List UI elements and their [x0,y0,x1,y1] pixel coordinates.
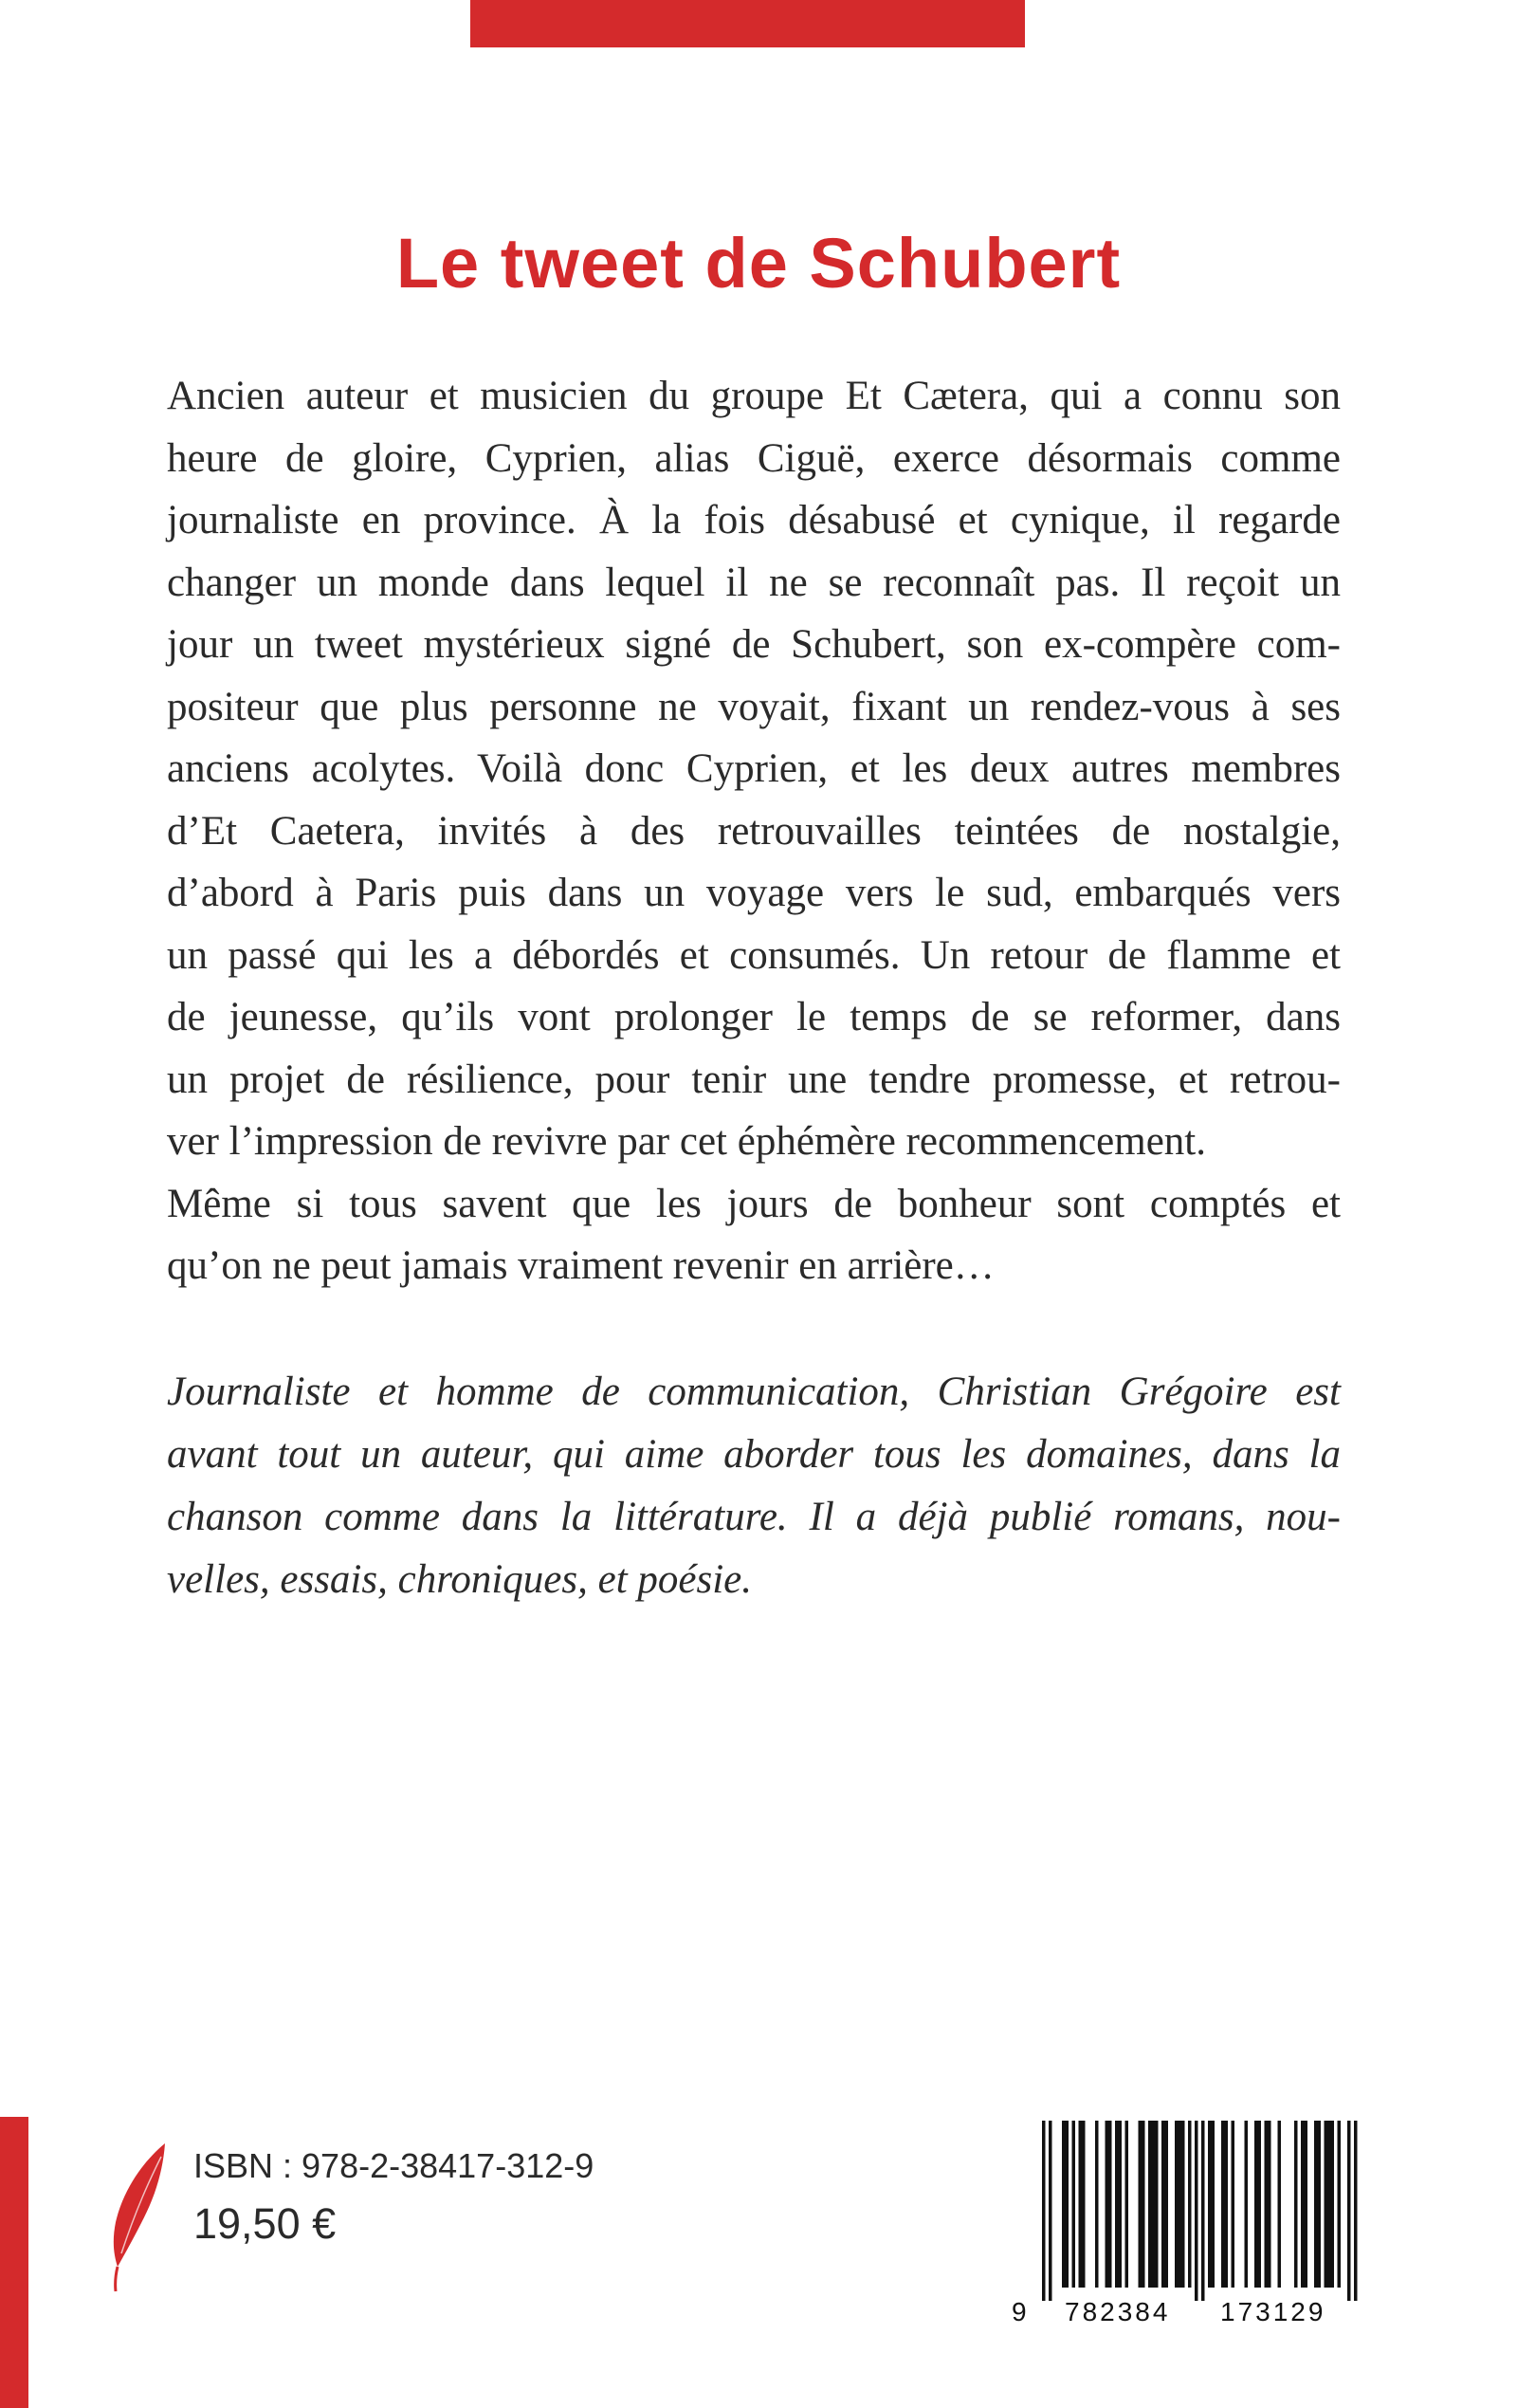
red-feather-icon [106,2141,192,2293]
isbn-text: ISBN : 978-2-38417-312-9 [193,2146,594,2185]
barcode-bar [1225,2121,1229,2288]
barcode-bar [1301,2121,1305,2288]
barcode-left-digits: 782384 [1065,2297,1171,2326]
barcode-bar [1327,2121,1331,2288]
barcode-bar [1142,2121,1145,2288]
barcode-bar [1294,2121,1298,2288]
summary-line: heure de gloire, Cyprien, alias Ciguë, exerce désormais comme [167,435,1341,481]
barcode-bar [1106,2121,1109,2288]
barcode-bar [1258,2121,1262,2288]
bio-line: avant tout un auteur, qui aime aborder tous les domaines, dans la [167,1432,1341,1477]
top-red-band [470,0,1025,47]
summary-line: journaliste en province. À la fois désabusé et cynique, il regarde [167,498,1341,542]
barcode-bar [1314,2121,1318,2288]
barcode-bar [1318,2121,1322,2288]
barcode-bar [1179,2121,1182,2288]
summary-line: un projet de résilience, pour tenir une tendre promesse, et retrou- [167,1057,1341,1102]
barcode-bar [1254,2121,1258,2288]
barcode-bar [1148,2121,1152,2288]
barcode-bar [1338,2121,1342,2288]
summary-line: positeur que plus personne ne voyait, fixant un rendez-vous à ses [167,684,1341,729]
author-bio [167,1361,1341,1611]
barcode-bar [1181,2121,1185,2288]
barcode-bar [1221,2121,1225,2288]
summary-line: d’abord à Paris puis dans un voyage vers le sud, embarqués vers [167,871,1341,915]
barcode-bar [1119,2121,1123,2288]
summary-line: ver l’impression de revivre par cet éphémère recommencement. [167,1119,1206,1164]
barcode-bar [1331,2121,1335,2288]
barcode-bar [1245,2121,1249,2288]
summary-line: anciens acolytes. Voilà donc Cyprien, et les deux autres membres [167,746,1341,791]
barcode-bar [1325,2121,1328,2288]
summary-line: un passé qui les a débordés et consumés. Un retour de flamme et [167,932,1341,978]
barcode-bar [1152,2121,1156,2288]
barcode-bar [1049,2121,1052,2301]
barcode-bar [1095,2121,1099,2288]
barcode-bar [1201,2121,1205,2301]
barcode-bar [1265,2121,1269,2288]
barcode-bar [1195,2121,1198,2301]
bio-line: velles, essais, chroniques, et poésie. [167,1557,752,1602]
barcode-bar [1305,2121,1308,2288]
barcode-bar [1278,2121,1282,2288]
summary-line: qu’on ne peut jamais vraiment revenir en arrière… [167,1243,995,1288]
barcode-right-digits: 173129 [1220,2297,1326,2326]
barcode-bar [1079,2121,1083,2288]
summary-line: d’Et Caetera, invités à des retrouvailles teintées de nostalgie, [167,808,1341,854]
summary-line: Même si tous savent que les jours de bonheur sont comptés et [167,1181,1341,1226]
summary-line: Ancien auteur et musicien du groupe Et Cætera, qui a connu son [167,374,1341,418]
barcode-bar [1232,2121,1235,2288]
barcode-bar [1042,2121,1046,2301]
barcode-bar [1347,2121,1351,2301]
barcode-bar [1062,2121,1066,2288]
barcode-bar [1155,2121,1159,2288]
book-summary [167,365,1341,1297]
barcode-bar [1161,2121,1165,2288]
barcode-bar [1108,2121,1112,2288]
summary-line: changer un monde dans lequel il ne se reconnaît pas. Il reçoit un [167,560,1341,605]
barcode-digits [1008,2297,1387,2335]
barcode-first-digit: 9 [1012,2297,1027,2326]
book-title: Le tweet de Schubert [395,223,1122,303]
summary-line: de jeunesse, qu’ils vont prolonger le temps de se reformer, dans [167,995,1341,1039]
barcode-bar [1175,2121,1179,2288]
bio-line: Journaliste et homme de communication, Christian Grégoire est [167,1369,1341,1414]
price-text: 19,50 € [193,2199,337,2248]
barcode-bar [1082,2121,1086,2288]
barcode [1008,2111,1387,2348]
barcode-bar [1139,2121,1142,2288]
barcode-bar [1208,2121,1212,2288]
barcode-bar [1188,2121,1192,2288]
bio-line: chanson comme dans la littérature. Il a déjà publié romans, nou- [167,1495,1341,1539]
barcode-bar [1072,2121,1076,2288]
barcode-bar [1125,2121,1129,2288]
barcode-bar [1268,2121,1271,2288]
barcode-bar [1354,2121,1358,2301]
barcode-bar [1115,2121,1119,2288]
barcode-bar [1066,2121,1069,2288]
barcode-bar [1165,2121,1169,2288]
barcode-bars [1008,2111,1387,2301]
bottom-left-red-band [0,2117,28,2408]
barcode-bar [1212,2121,1215,2288]
summary-line: jour un tweet mystérieux signé de Schubert, son ex-compère com- [167,622,1341,667]
